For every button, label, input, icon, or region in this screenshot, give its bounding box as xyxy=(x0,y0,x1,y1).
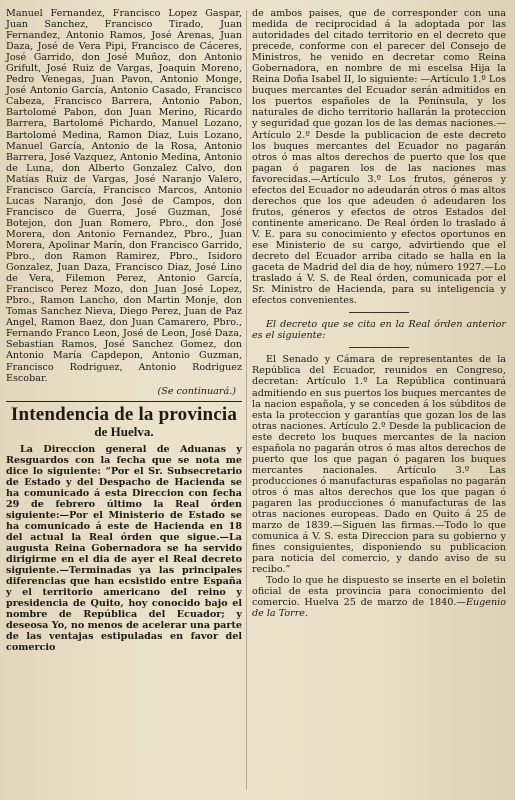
decree-intro: El decreto que se cita en la Real órden anterior es el siguiente: xyxy=(252,319,506,342)
closing-text: Todo lo que he dispuesto se inserte en el boletin oficial de esta provincia para conocimiento del comercio. Huelva 25 de marzo de 1840.— xyxy=(252,575,506,609)
column-divider xyxy=(246,10,247,790)
section-rule xyxy=(6,401,242,402)
citizen-list-paragraph: Manuel Fernandez, Francisco Lopez Gaspar, Juan Sanchez, Francisco Tirado, Juan Fernandez, Antonio Ramos, José Arenas, Juan Daza, José de Vera Pipi, Francisco de Cáceres, José Garrido, don José Muñoz, don Antonio Grifult, José Ruiz de Vargas, Joaquin Moreno, Pedro Venegas, Juan Pavon, Antonio Monge, José Antonio García, Antonio Casado, Francisco Cabeza, Francisco Barrera, Antonio Pabon, Bartolomé Pabon, don Juan Merino, Ricardo Barrera, Bartolomé Pichardo, Manuel Lozano, Bartolomé Medina, Ramon Diaz, Luis Lozano, Manuel García, Antonio de la Rosa, Antonio Barrera, José Vazquez, Antonio Medina, Antonio de Luna, don Alberto Gonzalez Calvo, don Matías Ruiz de Vargas, José Naranjo Valero, Francisco García, Francisco Marcos, Antonio Lucas Naranjo, don José de Campos, don Francisco de Guerra, José Guzman, José Botejon, don Juan Romero, Pbro., don José Morera, don Antonio Fernandez, Pbro., Juan Morera, Apolinar Marín, don Francisco Garrido, Pbro., don Ramon Ramirez, Pbro., Isidoro Gonzalez, Juan Daza, Francisco Diaz, José Lino de Vera, Filemon Perez, Antonio García, Francisco Perez Mozo, don Juan José Lopez, Pbro., Ramon Lancho, don Martin Monje, don Tomas Sanchez Nieva, Diego Perez, Juan de Paz Angel, Ramon Baez, don Juan Camarero, Pbro., Fernando Franco Leon, José de Leon, José Daza, Sebastian Ramos, José Sanchez Gomez, don Antonio María Capdepon, Antonio Guzman, Francisco Rodriguez, Antonio Rodriguez Escobar. xyxy=(6,8,242,384)
section-body: La Direccion general de Aduanas y Resguardos con la fecha que se nota me dice lo siguiente: “Por el Sr. Subsecretario de Estado y del Despacho de Hacienda se ha comunicado á esta Direccion con fecha 29 de febrero último la Real órden siguiente:—Por el Ministerio de Estado se ha comunicado á este de Hacienda en 18 del actual la Real órden que sigue.—La augusta Reina Gobernadora se ha servido dirigirme en el dia de ayer el Real decreto siguiente.—Terminadas ya las principales diferencias que han ecsistido entre España y el territorio americano del reino y presidencia de Quito, hoy conocido bajo el nombre de República del Ecuador; y deseosa Yo, no menos de acelerar una parte de las ventajas estipuladas en favor del comercio xyxy=(6,443,242,654)
closing-paragraph xyxy=(252,575,506,619)
decree-continuation: de ambos paises, que de corresponder con una medida de reciprocidad á la adoptada por las autoridades del citado territorio en el decreto que precede, conforme con el parecer del Consejo de Ministros, he venido en decretar como Reina Gobernadora, en nombre de mi escelsa Hija la Reina Doña Isabel II, lo siguiente: —Artículo 1.º Los buques mercantes del Ecuador serán admitidos en los puertos españoles de la Península, y los naturales de dicho territorio hallarán la proteccion y seguridad que gozan los de las demas naciones.—Artículo 2.º Desde la publicacion de este decreto los buques mercantes del Ecuador no pagarán otros ó mas altos derechos de puerto que los que pagan ó pagaren los de las naciones mas favorecidas.—Artículo 3.º Los frutos, géneros y efectos del Ecuador no adeudarán otros ó mas altos derechos que los que adeuden ó adeudaren los frutos, géneros y efectos de otros Estados del continente americano. De Real órden lo traslado á V. E. para su conocimiento y efectos oportunos en ese Ministerio de su cargo, advirtiendo que el decreto del Ecuador arriba citado se halla en la gaceta de Madrid del dia de hoy, número 1927.—Lo traslado á V. S. de Real órden, comunicada por el Sr. Ministro de Hacienda, para su inteligencia y efectos convenientes. xyxy=(252,8,506,307)
left-column xyxy=(6,8,242,654)
section-title: Intendencia de la provincia xyxy=(10,403,238,425)
continued-note: (Se continuará.) xyxy=(157,385,236,397)
decree-body: El Senado y Cámara de representantes de la República del Ecuador, reunidos en Congreso, decretan: Artículo 1.º La República continuará admitiendo en sus puertos los buques mercantes de la nacion española, y se conceden á los súbditos de esta la proteccion y garantías que gozan los de las otras naciones. Artículo 2.º Desde la publicacion de este decreto los buques mercantes de la nacion española no pagarán otros ó mas altos derechos de puerto que los que pagan ó pagaren los buques mercantes nacionales. Artículo 3.º Las producciones ó manufacturas españolas no pagarán otros ó mas altos derechos que los que pagan ó pagaren las producciones ó manufacturas de las otras naciones europeas. Dado en Quito á 25 de marzo de 1839.—Siguen las firmas.—Todo lo que comunica á V. S. esta Direccion para su gobierno y fines consiguientes, disponiendo su publicacion para noticia del comercio, y dando aviso de su recibo.” xyxy=(252,354,506,576)
right-column xyxy=(252,8,506,619)
signature: Eugenio de la Torre. xyxy=(252,597,506,620)
section-subtitle: de Huelva. xyxy=(94,423,154,439)
paragraph-rule xyxy=(349,312,409,313)
paragraph-rule xyxy=(349,347,409,348)
